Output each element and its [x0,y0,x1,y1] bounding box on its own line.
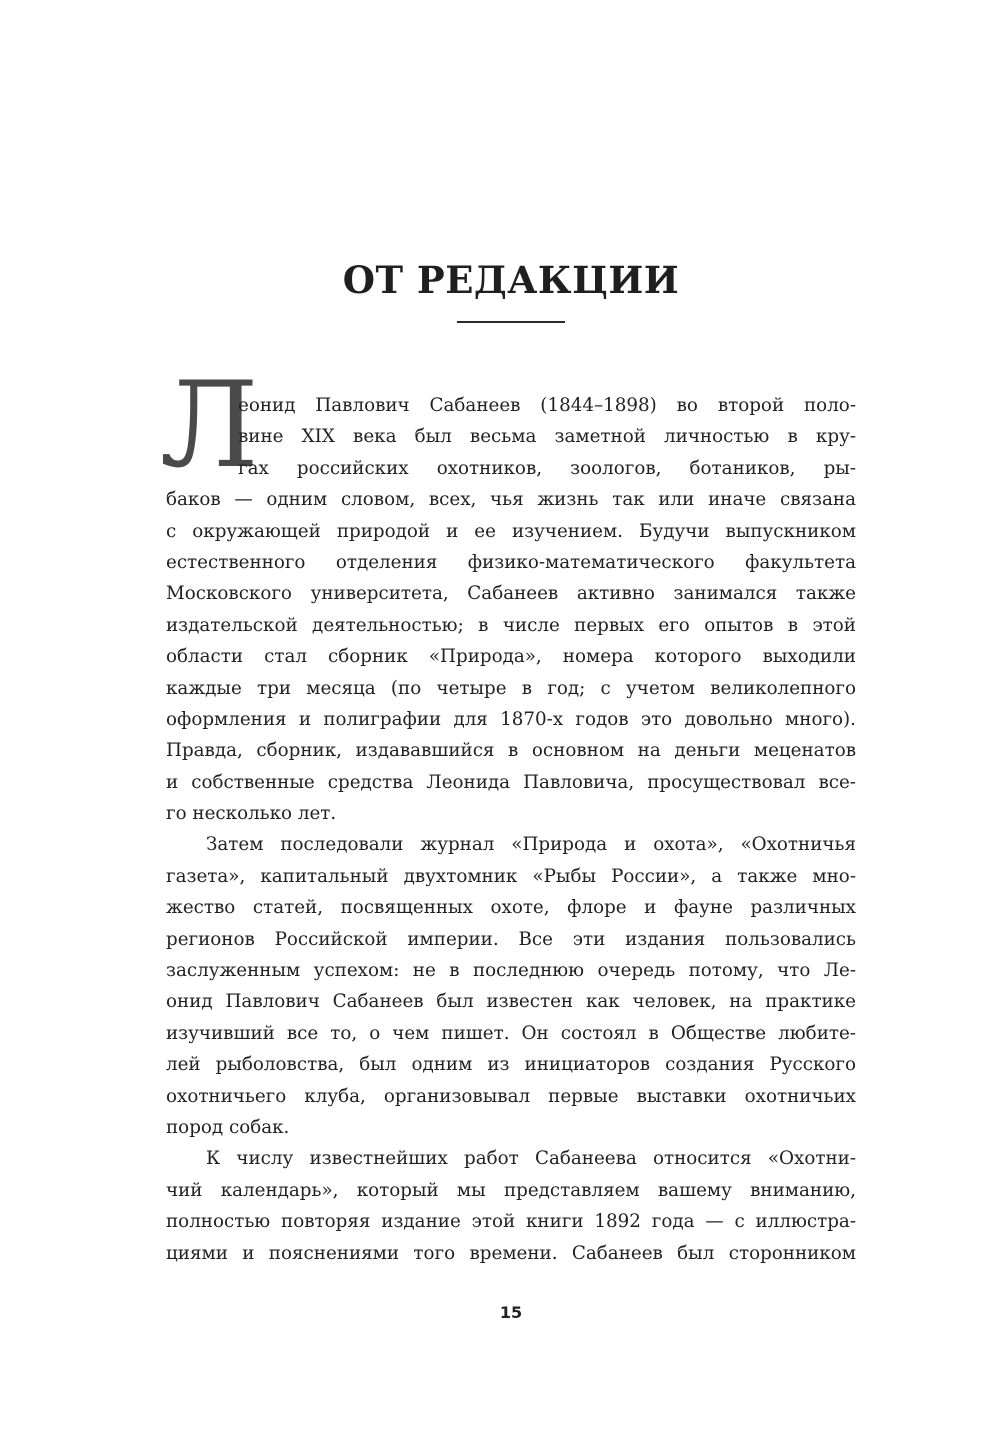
text-line: К числу известнейших работ Сабанеева относится «Охотни- [206,1148,856,1170]
body-text [166,390,856,1269]
text-line: оформления и полиграфии для 1870-х годов это довольно много). [166,708,856,730]
text-line: с окружающей природой и ее изучением. Будучи выпускником [166,520,856,542]
text-line: циями и пояснениями того времени. Сабанеев был сторонником [166,1242,856,1264]
drop-cap: Л [160,356,259,494]
text-line: го несколько лет. [166,803,337,825]
text-line: естественного отделения физико-математического факультета [166,551,856,573]
text-line: каждые три месяца (по четыре в год; с учетом великолепного [166,677,856,699]
text-line: чий календарь», который мы представляем вашему вниманию, [166,1179,856,1201]
text-line: газета», капитальный двухтомник «Рыбы России», а также мно- [166,865,856,887]
text-line: вине XIX века был весьма заметной личностью в кру- [238,426,856,448]
text-line: Затем последовали журнал «Природа и охота», «Охотничья [206,834,856,856]
text-line: и собственные средства Леонида Павловича, просуществовал все- [166,771,856,793]
text-line: гах российских охотников, зоологов, ботаников, ры- [238,457,856,479]
text-line: Московского университета, Сабанеев активно занимался также [166,583,856,605]
text-line: еонид Павлович Сабанеев (1844–1898) во второй поло- [238,395,856,416]
title-divider [457,321,565,323]
text-line: полностью повторяя издание этой книги 1892 года — с иллюстра- [166,1211,856,1233]
text-line: онид Павлович Сабанеев был известен как человек, на практике [166,991,856,1013]
text-line: жество статей, посвященных охоте, флоре и фауне различных [166,897,856,919]
text-line: лей рыболовства, был одним из инициаторов создания Русского [166,1054,856,1076]
text-line: области стал сборник «Природа», номера которого выходили [166,646,856,668]
text-line: издательской деятельностью; в числе первых его опытов в этой [166,614,856,636]
text-line: заслуженным успехом: не в последнюю очередь потому, что Ле- [166,960,856,982]
page-number: 15 [499,1303,523,1322]
text-line: регионов Российской империи. Все эти издания пользовались [166,928,856,950]
text-line: изучивший все то, о чем пишет. Он состоял в Обществе любите- [166,1022,856,1044]
text-line: пород собак. [166,1116,290,1138]
text-line: Правда, сборник, издававшийся в основном на деньги меценатов [166,740,856,762]
text-line: охотничьего клуба, организовывал первые выставки охотничьих [166,1085,856,1107]
page-title: ОТ РЕДАКЦИИ [342,258,680,302]
text-line: баков — одним словом, всех, чья жизнь так или иначе связана [166,489,856,511]
